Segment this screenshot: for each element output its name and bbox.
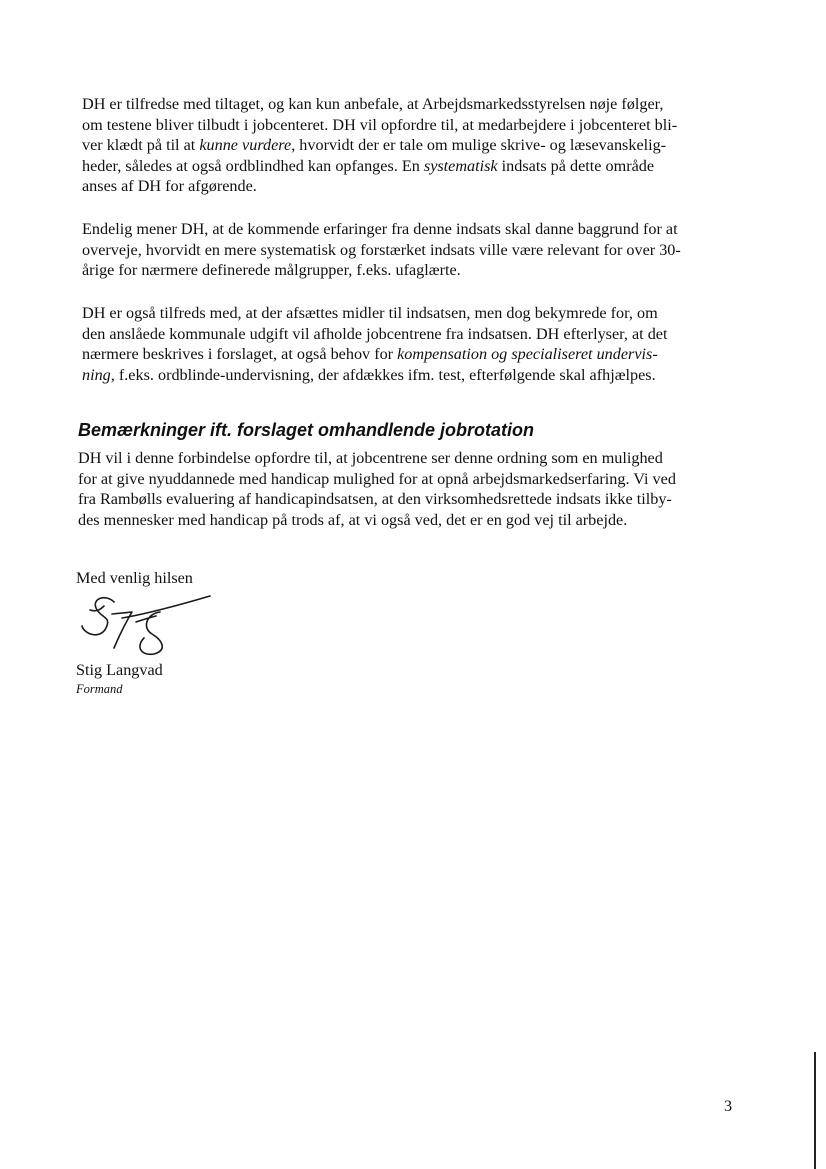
text-run: des mennesker med handicap på trods af, at vi også ved, det er en god vej til arbejde.	[78, 510, 628, 529]
section-heading-jobrotation: Bemærkninger ift. forslaget omhandlende jobrotation	[78, 420, 535, 440]
text-run: f.eks. ordblinde-undervisning, der afdækkes ifm. test, efterfølgende skal afhjælpes.	[114, 365, 656, 384]
text-run: årige for nærmere definerede målgrupper, f.eks. ufaglærte.	[82, 261, 461, 279]
italic-text-run: ning,	[82, 365, 115, 384]
paragraph-line	[78, 489, 750, 510]
paragraph-line	[82, 324, 754, 345]
paragraph-line	[82, 115, 754, 136]
scan-edge-line	[814, 1052, 816, 1169]
text-run: Endelig mener DH, at de kommende erfaringer fra denne indsats skal danne baggrund for at	[82, 220, 678, 238]
text-run: ver klædt på til at	[82, 136, 200, 154]
paragraph-line	[82, 240, 754, 261]
paragraph-line	[78, 510, 750, 531]
signer-title: Formand	[76, 682, 123, 696]
paragraph-jobrotation	[78, 448, 750, 530]
paragraph-line	[82, 303, 754, 324]
paragraph-line	[78, 448, 750, 469]
text-run: overveje, hvorvidt en mere systematisk og forstærket indsats ville være relevant for over 30-	[82, 240, 681, 259]
paragraph-test-recommendation	[82, 94, 754, 197]
text-run: anses af DH for afgørende.	[82, 177, 257, 195]
text-run: nærmere beskrives i forslaget, at også behov for	[82, 345, 398, 363]
paragraph-line	[82, 219, 754, 240]
handwritten-signature	[76, 588, 216, 658]
paragraph-line	[82, 176, 754, 197]
text-run: om testene bliver tilbudt i jobcenteret. DH vil opfordre til, at medarbejdere i jobcenteret bli-	[82, 115, 678, 134]
paragraph-future-experience	[82, 219, 754, 281]
text-run: den anslåede kommunale udgift vil afholde jobcentrene fra indsatsen. DH efterlyser, at det	[82, 324, 668, 343]
text-run: indsats på dette område	[497, 156, 655, 175]
italic-text-run: systematisk	[423, 156, 498, 175]
text-run: DH vil i denne forbindelse opfordre til, at jobcentrene ser denne ordning som en mulighed	[78, 449, 663, 467]
text-run: , hvorvidt der er tale om mulige skrive- og læsevanskelig-	[291, 136, 667, 154]
paragraph-line	[82, 260, 754, 281]
paragraph-line	[82, 344, 754, 365]
paragraph-line	[82, 365, 754, 386]
text-run: DH er også tilfreds med, at der afsættes midler til indsatsen, men dog bekymrede for, om	[82, 304, 658, 322]
closing-salutation: Med venlig hilsen	[76, 569, 193, 587]
signer-name: Stig Langvad	[76, 661, 163, 679]
paragraph-line	[82, 135, 754, 156]
text-run: for at give nyuddannede med handicap mulighed for at opnå arbejdsmarkedserfaring. Vi ved	[78, 469, 676, 488]
paragraph-line	[78, 469, 750, 490]
paragraph-line	[82, 94, 754, 115]
paragraph-line	[82, 156, 754, 177]
italic-text-run: kunne vurdere	[199, 136, 292, 154]
italic-text-run: kompensation og specialiseret undervis-	[397, 345, 658, 363]
text-run: DH er tilfredse med tiltaget, og kan kun anbefale, at Arbejdsmarkedsstyrelsen nøje følger,	[82, 95, 664, 113]
paragraph-funding	[82, 303, 754, 385]
page-number: 3	[724, 1097, 733, 1115]
text-run: fra Rambølls evaluering af handicapindsatsen, at den virksomhedsrettede indsats ikke tilby-	[78, 490, 672, 508]
text-run: heder, således at også ordblindhed kan opfanges. En	[82, 156, 424, 175]
